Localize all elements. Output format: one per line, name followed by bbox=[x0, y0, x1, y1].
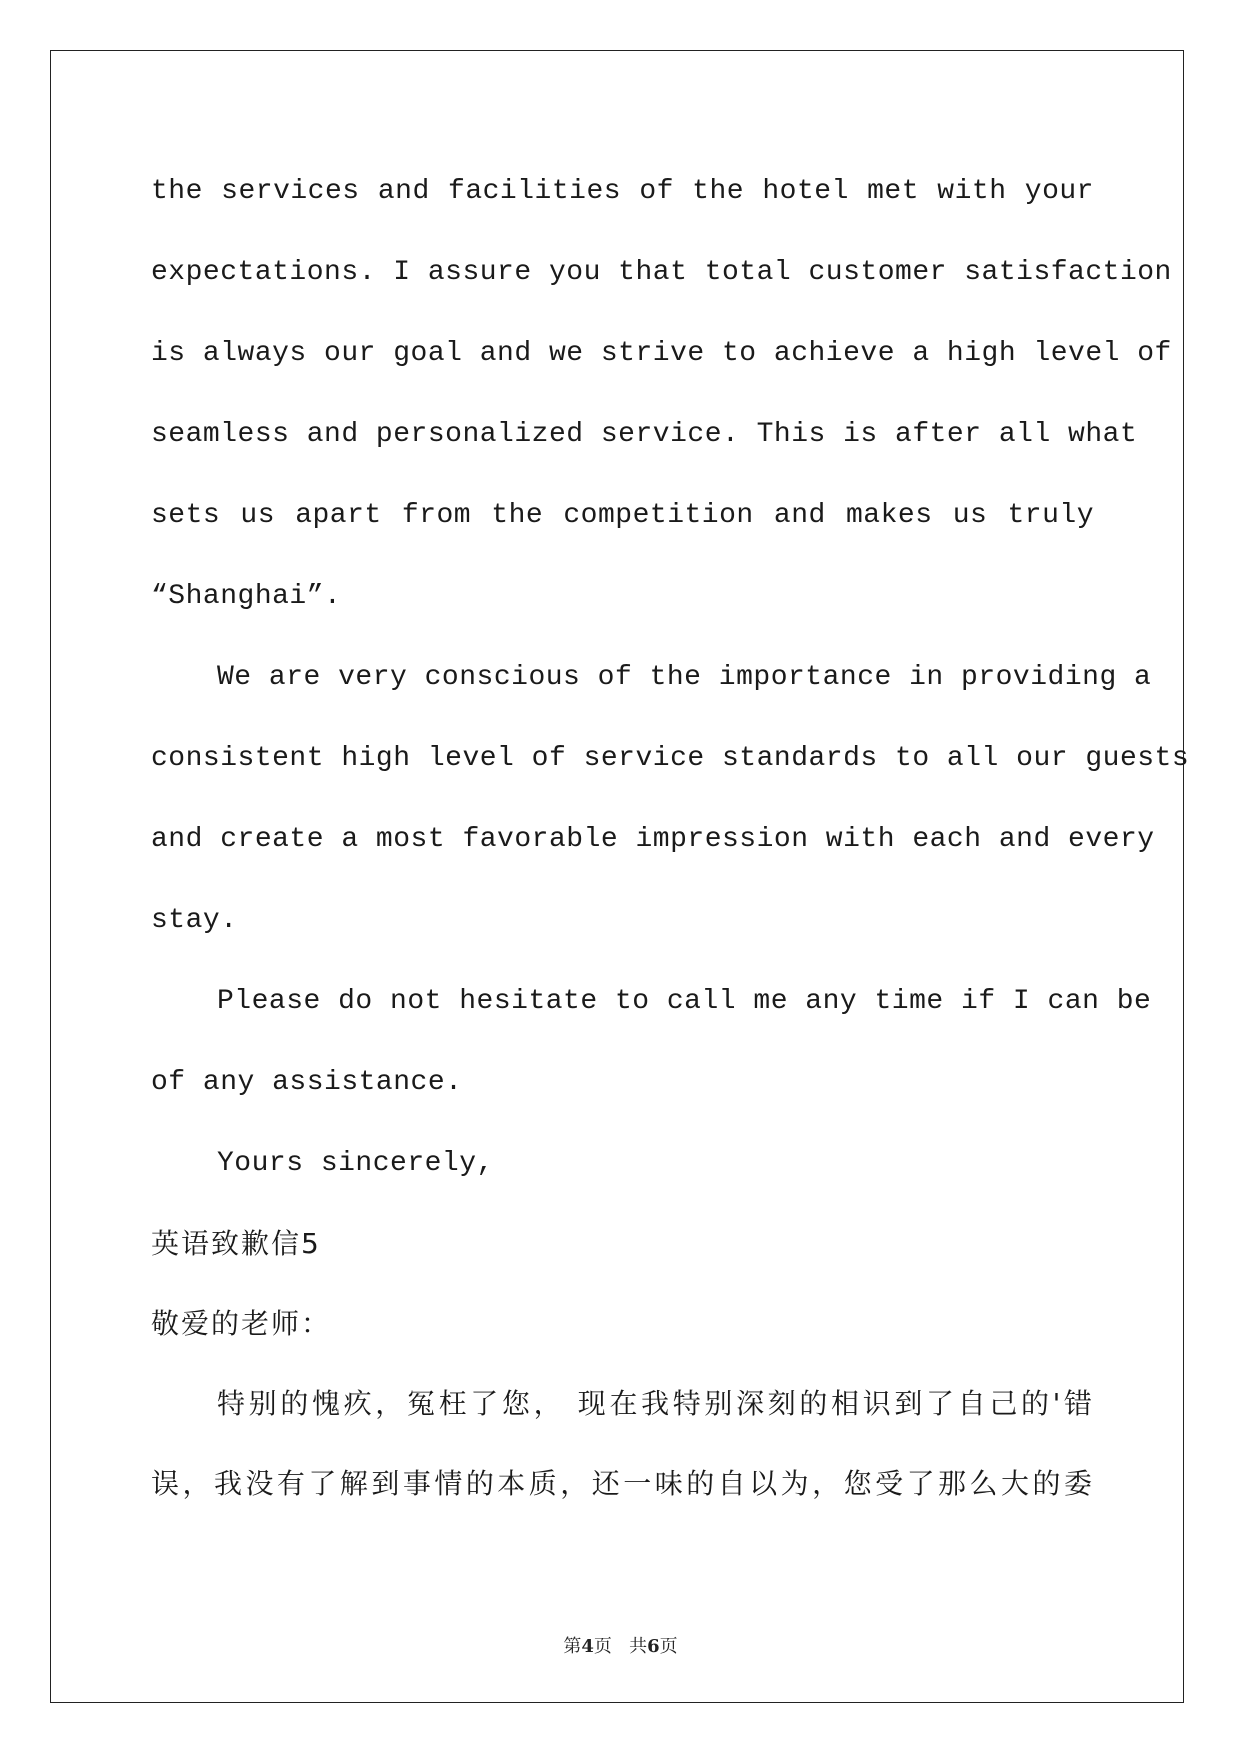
paragraph-start: 特别的愧疚，冤枉了您， 现在我特别深刻的相识到了自己的'错 bbox=[217, 1387, 1094, 1420]
paragraph-start: We are very conscious of the importance in providing a bbox=[217, 662, 1152, 693]
page-border bbox=[50, 50, 1190, 1703]
text-line: the services and facilities of the hotel met with your bbox=[151, 176, 1094, 207]
section-heading: 英语致歉信5 bbox=[151, 1227, 321, 1260]
closing-line: Yours sincerely, bbox=[217, 1148, 494, 1179]
footer-page-number: 4 bbox=[581, 1636, 594, 1657]
text-line: 误，我没有了解到事情的本质，还一味的自以为，您受了那么大的委 bbox=[151, 1467, 1094, 1500]
footer-total-prefix: 共 bbox=[629, 1636, 648, 1657]
text-line: “Shanghai”. bbox=[151, 581, 342, 612]
text-line: stay. bbox=[151, 905, 238, 936]
text-line: is always our goal and we strive to achieve a high level of bbox=[151, 338, 1172, 369]
text-line: seamless and personalized service. This is after all what bbox=[151, 419, 1138, 450]
text-line: consistent high level of service standards to all our guests bbox=[151, 743, 1190, 774]
salutation: 敬爱的老师： bbox=[151, 1307, 332, 1340]
text-line: of any assistance. bbox=[151, 1067, 463, 1098]
footer-prefix: 第 bbox=[563, 1636, 582, 1657]
text-line: sets us apart from the competition and makes us truly bbox=[151, 500, 1094, 531]
footer-page-suffix: 页 bbox=[593, 1636, 612, 1657]
text-line: expectations. I assure you that total customer satisfaction bbox=[151, 257, 1172, 288]
paragraph-start: Please do not hesitate to call me any time if I can be bbox=[217, 986, 1152, 1017]
text-line: and create a most favorable impression with each and every bbox=[151, 824, 1155, 855]
footer-total-pages: 6 bbox=[647, 1636, 660, 1657]
page-footer bbox=[0, 1632, 1241, 1658]
footer-total-suffix: 页 bbox=[659, 1636, 678, 1657]
